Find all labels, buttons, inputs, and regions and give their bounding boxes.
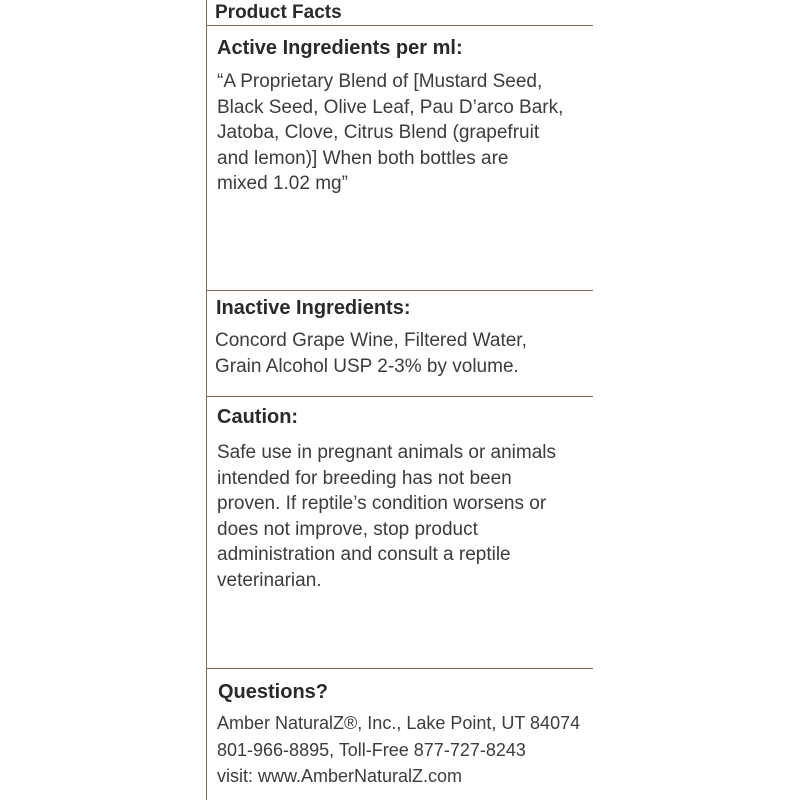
divider [207,396,593,397]
caution-text: Safe use in pregnant animals or animals intended for breeding has not been proven. If reptile’s condition worsens or does not improve, stop product administration and consult a reptile veterinarian. [217,442,557,591]
questions-heading: Questions? [218,681,329,703]
divider [207,25,593,26]
caution-heading: Caution: [217,406,299,428]
company-address: Amber NaturalZ®, Inc., Lake Point, UT 84074 [217,713,581,733]
active-ingredients-text: “A Proprietary Blend of [Mustard Seed, Black Seed, Olive Leaf, Pau D’arco Bark, Jatoba, Clove, Citrus Blend (grapefruit and lemon)] When both bottles are mixed 1.02 mg” [217,71,564,194]
inactive-ingredients-text: Concord Grape Wine, Filtered Water, Grain Alcohol USP 2-3% by volume. [215,330,527,377]
panel-title: Product Facts [215,2,342,23]
website-text: visit: www.AmberNaturalZ.com [217,766,463,786]
phone-numbers: 801-966-8895, Toll-Free 877-727-8243 [217,740,526,760]
product-facts-panel [206,0,593,800]
active-ingredients-heading: Active Ingredients per ml: [217,37,463,59]
inactive-ingredients-heading: Inactive Ingredients: [216,297,411,319]
divider [207,668,593,669]
divider [207,290,593,291]
